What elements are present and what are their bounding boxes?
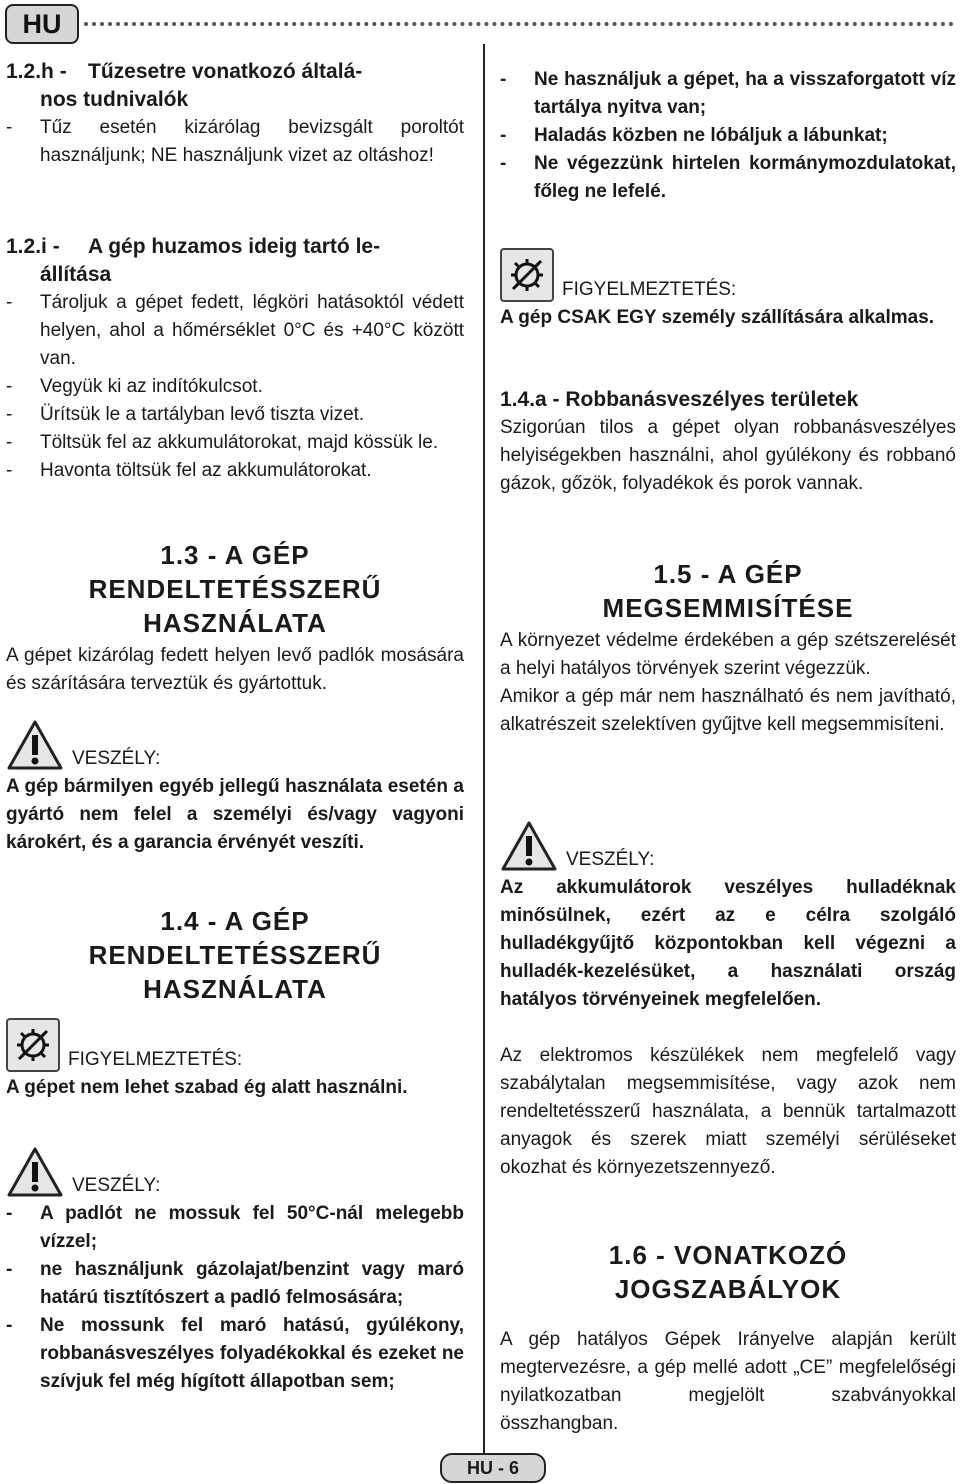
list-item: - Vegyük ki az indítókulcsot. (6, 376, 263, 397)
paragraph: Az elektromos készülékek nem megfelelő vagy szabálytalan megsemmisítése, vagy azok nem rendeltetésszerű használata, a bennük tartalmazott anyagok és szerek miatt személyi sérüléseket okozhat és környezetszennyező. (500, 1045, 956, 1178)
paragraph: A gépet kizárólag fedett helyen levő padlók mosására és szárítására terveztük és gyártottuk. (6, 645, 464, 694)
section-title: 1.6 - VONATKOZÓ (608, 1240, 848, 1270)
section-heading: 1.2.i - A gép huzamos ideig tartó le- állítása (6, 235, 381, 286)
section-1-4-a (500, 386, 956, 498)
danger-text: A gép bármilyen egyéb jellegű használata esetén a gyártó nem felel a személyi és/vagy vagyoni károkért, és a garancia érvényét veszíti. (6, 776, 464, 853)
warning-label: FIGYELMEZTETÉS: (562, 279, 737, 300)
danger-icon (6, 719, 64, 771)
electro-disposal-paragraph (500, 1042, 956, 1182)
warning-notice (500, 238, 956, 332)
section-1-6 (500, 1238, 956, 1438)
danger-text: Az akkumulátorok veszélyes hulladéknak minősülnek, ezért az e célra szolgáló hulladékgyűjtő központokban kell végezni a hulladék-kezelésüket, a használati ország hatályos törvényeinek megfelelően. (500, 877, 956, 1010)
danger-notice (6, 1142, 464, 1396)
section-title: 1.5 - A GÉP (653, 559, 803, 589)
warning-text: A gép CSAK EGY személy szállítására alkalmas. (500, 307, 935, 328)
page-number: HU - 6 (440, 1453, 546, 1483)
list-item: - Töltsük fel az akkumulátorokat, majd kössük le. (6, 432, 439, 453)
list-item: - ne használjunk gázolajat/benzint vagy maró határú tisztítószert a padló felmosására; (6, 1259, 464, 1308)
warning-label: FIGYELMEZTETÉS: (68, 1049, 243, 1070)
section-1-3 (6, 538, 464, 698)
paragraph: Szigorúan tilos a gépet olyan robbanásveszélyes helyiségekben használni, ahol gyúlékony és robbanó gázok, gőzök, folyadékok és porok vannak. (500, 417, 956, 494)
section-title: HASZNÁLATA (143, 974, 327, 1004)
section-title: RENDELTETÉSSZERŰ (88, 940, 382, 970)
danger-icon (6, 1146, 64, 1198)
section-title: RENDELTETÉSSZERŰ (88, 574, 382, 604)
warning-notice (6, 1008, 464, 1102)
danger-label: VESZÉLY: (566, 849, 655, 870)
section-1-5 (500, 557, 956, 739)
section-title: 1.4 - A GÉP (160, 906, 310, 936)
list-item: - A padlót ne mossuk fel 50°C-nál melegebb vízzel; (6, 1203, 464, 1252)
list-item: - Havonta töltsük fel az akkumulátorokat. (6, 460, 372, 481)
danger-label: VESZÉLY: (72, 1175, 161, 1196)
list-item: - Tűz esetén kizárólag bevizsgált poroltót használjunk; NE használjunk vizet az oltáshoz! (6, 117, 464, 166)
section-1-2-h (6, 58, 464, 170)
section-title: 1.3 - A GÉP (160, 540, 310, 570)
warning-gear-icon (500, 248, 554, 302)
section-title: HASZNÁLATA (143, 608, 327, 638)
section-title: JOGSZABÁLYOK (614, 1274, 842, 1304)
column-divider (483, 44, 485, 1454)
list-item: - Ürítsük le a tartályban levő tiszta vizet. (6, 404, 365, 425)
warning-gear-icon (6, 1018, 60, 1072)
section-title: MEGSEMMISÍTÉSE (602, 593, 854, 623)
header-dotted-rule (84, 22, 954, 26)
list-item: - Tároljuk a gépet fedett, légköri hatásoktól védett helyen, ahol a hőmérséklet 0°C és +40°C között van. (6, 292, 464, 369)
danger-list-continued (500, 66, 956, 206)
section-1-2-i (6, 233, 464, 485)
danger-label: VESZÉLY: (72, 748, 161, 769)
paragraph: A környezet védelme érdekében a gép szétszerelését a helyi hatályos törvények szerint végezzük. (500, 630, 956, 679)
list-item: - Ne végezzünk hirtelen kormánymozdulatokat, főleg ne lefelé. (500, 153, 956, 202)
list-item: - Ne mossunk fel maró hatású, gyúlékony, robbanásveszélyes folyadékokkal és ezeket ne szívjuk fel még hígított állapotban sem; (6, 1315, 464, 1392)
danger-icon (500, 820, 558, 872)
section-heading: 1.2.h - Tűzesetre vonatkozó általá- nos tudnivalók (6, 60, 363, 111)
danger-notice (6, 715, 464, 857)
warning-text: A gépet nem lehet szabad ég alatt használni. (6, 1077, 408, 1098)
language-badge: HU (5, 4, 79, 44)
section-heading: 1.4.a - Robbanásveszélyes területek (500, 388, 859, 411)
list-item: - Haladás közben ne lóbáljuk a lábunkat; (500, 125, 888, 146)
paragraph: A gép hatályos Gépek Irányelve alapján került megtervezésre, a gép mellé adott „CE” megfelelőségi nyilatkozatban megjelölt szabványokkal összhangban. (500, 1329, 956, 1434)
paragraph: Amikor a gép már nem használható és nem javítható, alkatrészeit szelektíven gyűjtve kell megsemmisíteni. (500, 686, 956, 735)
danger-notice (500, 816, 956, 1014)
section-1-4 (6, 904, 464, 1006)
list-item: - Ne használjuk a gépet, ha a visszaforgatott víz tartálya nyitva van; (500, 69, 956, 118)
